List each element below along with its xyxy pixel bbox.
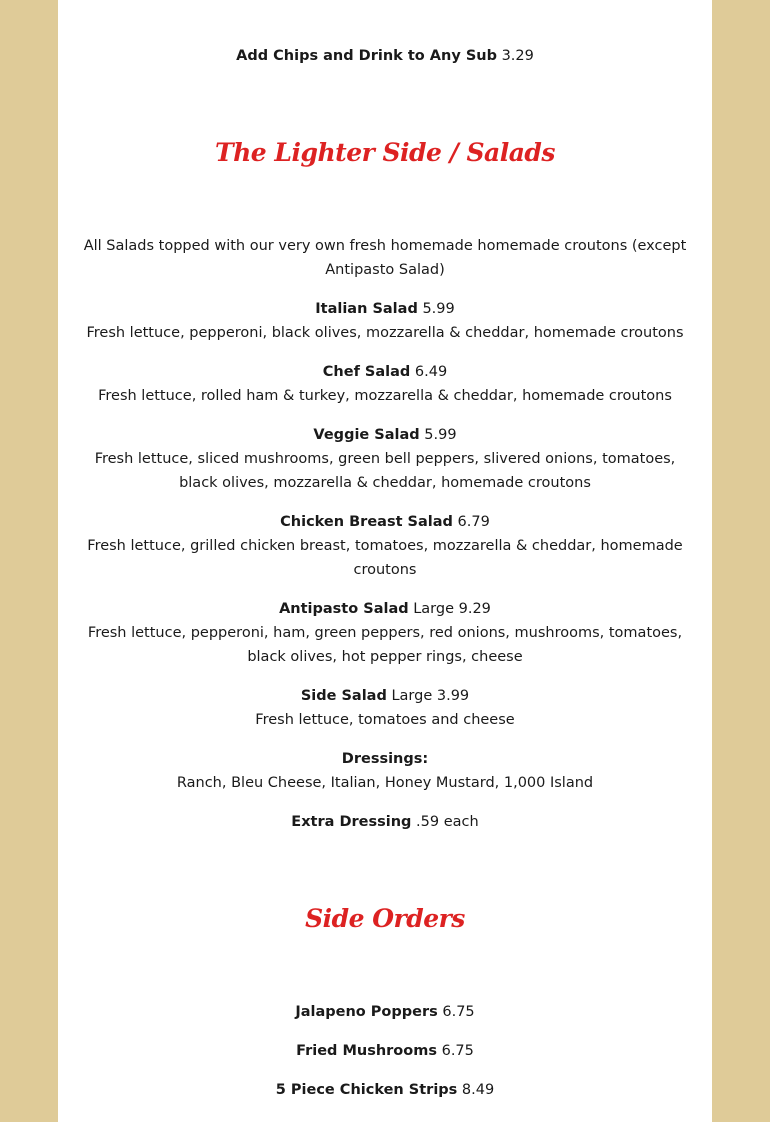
item-name: Side Salad — [300, 688, 387, 704]
menu-item — [82, 510, 688, 582]
item-price: Large 3.99 — [391, 688, 470, 704]
dressings-label: Dressings: — [341, 751, 429, 767]
menu-item — [82, 1000, 688, 1024]
item-price: 6.49 — [414, 364, 448, 380]
menu-item — [82, 1078, 688, 1102]
menu-item — [82, 597, 688, 669]
menu-item — [82, 684, 688, 732]
item-price: 5.99 — [424, 427, 457, 443]
item-name: Jalapeno Poppers — [295, 1004, 438, 1020]
item-name: 5 Piece Chicken Strips — [275, 1082, 458, 1098]
item-price: .59 each — [416, 814, 479, 830]
item-description: Fresh lettuce, pepperoni, black olives, mozzarella & cheddar, homemade croutons — [86, 325, 684, 341]
item-description: Fresh lettuce, rolled ham & turkey, mozzarella & cheddar, homemade croutons — [98, 388, 672, 404]
item-description: Fresh lettuce, sliced mushrooms, green bell peppers, slivered onions, tomatoes, black olives, mozzarella & cheddar, homemade croutons — [94, 451, 676, 491]
item-description: Fresh lettuce, pepperoni, ham, green peppers, red onions, mushrooms, tomatoes, black olives, hot pepper rings, cheese — [87, 625, 683, 665]
salads-section-title: The Lighter Side / Salads — [215, 138, 555, 167]
extra-dressing — [82, 810, 688, 834]
dressings-list: Ranch, Bleu Cheese, Italian, Honey Mustard, 1,000 Island — [176, 775, 594, 791]
addon-line — [58, 44, 712, 68]
menu-item — [82, 360, 688, 408]
item-name: Italian Salad — [315, 301, 418, 317]
item-price: Large 9.29 — [413, 601, 491, 617]
addon-name: Add Chips and Drink to Any Sub — [236, 48, 497, 64]
dressings-block — [82, 747, 688, 795]
item-price: 6.75 — [441, 1043, 474, 1059]
menu-item — [82, 423, 688, 495]
item-name: Chef Salad — [322, 364, 411, 380]
item-name: Antipasto Salad — [279, 601, 409, 617]
item-name: Veggie Salad — [313, 427, 420, 443]
sides-section-title: Side Orders — [305, 904, 465, 933]
item-price: 6.79 — [457, 514, 490, 530]
item-description: Fresh lettuce, tomatoes and cheese — [255, 712, 515, 728]
item-description: Fresh lettuce, grilled chicken breast, tomatoes, mozzarella & cheddar, homemade croutons — [87, 538, 683, 578]
menu-item — [82, 1039, 688, 1063]
menu-page — [58, 0, 712, 1122]
item-price: 8.49 — [461, 1082, 495, 1098]
item-name: Fried Mushrooms — [296, 1043, 437, 1059]
addon-price: 3.29 — [501, 48, 534, 64]
menu-item — [82, 297, 688, 345]
item-price: 6.75 — [442, 1004, 475, 1020]
item-name: Extra Dressing — [291, 814, 412, 830]
item-name: Chicken Breast Salad — [280, 514, 453, 530]
salads-intro: All Salads topped with our very own fresh homemade homemade croutons (except Antipasto Salad) — [83, 238, 687, 278]
item-price: 5.99 — [422, 301, 455, 317]
